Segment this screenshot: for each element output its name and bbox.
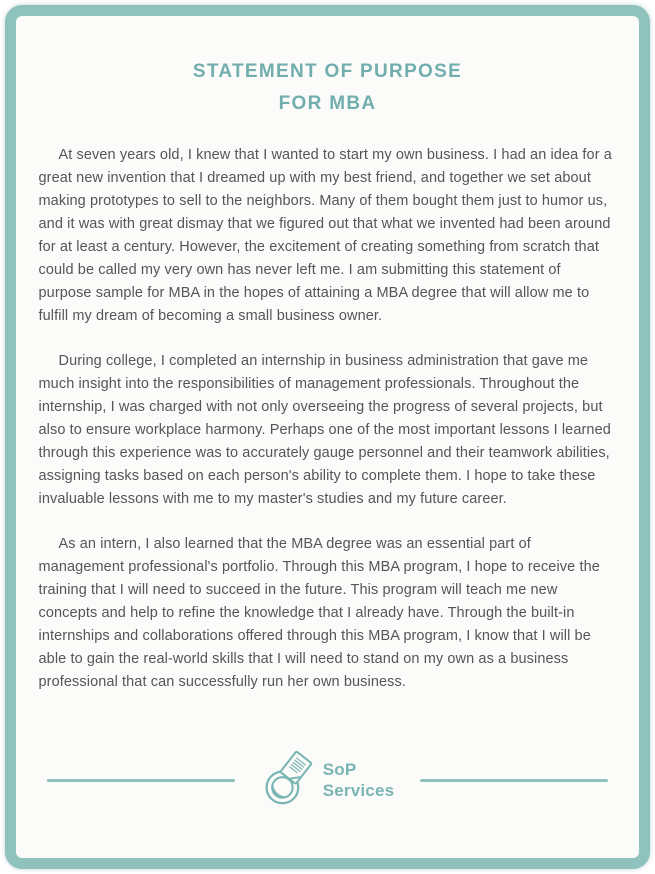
paragraph-3: As an intern, I also learned that the MBA degree was an essential part of management professional's portfolio. Through this MBA program, I hope to receive the training that I will need to succeed in the future. This program will teach me new concepts and help to refine the knowledge that I already have. Through the built-in internships and collaborations offered through this MBA program, I know that I will be able to gain the real-world skills that I will need to stand on my own as a business professional that can successfully run her own business. xyxy=(38,536,600,690)
page-title xyxy=(16,56,639,120)
sop-services-logo xyxy=(261,750,395,810)
document-page xyxy=(5,5,650,869)
paragraph-1: At seven years old, I knew that I wanted to start my own business. I had an idea for a great new invention that I dreamed up with my best friend, and together we set about making prototypes to sell to the neighbors. Many of them bought them just to humor us, and it was with great dismay that we figured out that what we invented had been around for at least a century. However, the excitement of creating something from scratch that could be called my very own has never left me. I am submitting this statement of purpose sample for MBA in the hopes of attaining a MBA degree that will allow me to fulfill my dream of becoming a small business owner. xyxy=(38,147,612,324)
title-line-1: STATEMENT OF PURPOSE xyxy=(192,61,463,82)
logo-brand-line-1: SoP xyxy=(322,760,357,779)
logo-wordmark xyxy=(323,759,395,801)
statement-body xyxy=(39,144,617,694)
paragraph-2: During college, I completed an internship in business administration that gave me much insight into the responsibilities of management professionals. Throughout the internship, I was charged with not only overseeing the progress of several projects, but also to ensure workplace harmony. Perhaps one of the most important lessons I learned through this experience was to accurately gauge personnel and their teamwork abilities, assigning tasks based on each person's ability to complete them. I hope to take these invaluable lessons with me to my master's studies and my future career. xyxy=(38,353,611,507)
divider-line-left xyxy=(47,779,235,782)
footer xyxy=(16,750,639,810)
logo-brand-line-2: Services xyxy=(322,781,395,800)
document-in-circle-icon xyxy=(261,750,315,810)
divider-line-right xyxy=(420,779,608,782)
title-line-2: FOR MBA xyxy=(278,93,377,114)
